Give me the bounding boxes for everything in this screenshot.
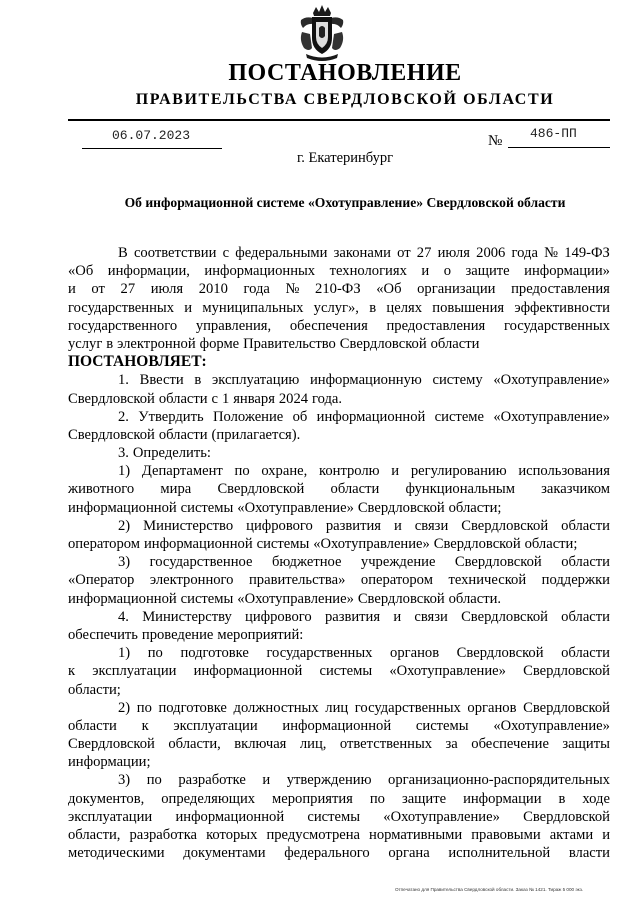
body-line: к эксплуатации информационной системы «Охотуправление» Свердловской [68,663,610,680]
body-line: эксплуатации информационной системы «Охотуправление» Свердловской [68,808,610,825]
body-line: Свердловской области с 1 января 2024 года. [68,390,343,407]
body-line: оператором информационной системы «Охотуправление» Свердловской области; [68,536,578,552]
document-number: 486-ПП [530,126,577,141]
body-line: государственных и муниципальных услуг», в целях повышения эффективности [68,299,610,316]
body-line: 2. Утвердить Положение об информационной системе «Охотуправление» [118,408,610,425]
body-line: Свердловской области, включая лиц, ответственных за обеспечение защиты [68,736,610,753]
body-line: 3. Определить: [118,445,211,462]
body-line: 1) по подготовке государственных органов Свердловской области [118,645,610,662]
document-body [68,244,610,862]
header-divider [68,119,610,121]
body-line: области, разработка которых предусмотрена нормативными правовыми актами и [68,827,610,843]
resolution-keyword: ПОСТАНОВЛЯЕТ: [68,353,207,371]
body-line: 4. Министерству цифрового развития и связи Свердловской области [118,608,610,625]
document-date: 06.07.2023 [112,128,191,143]
body-line: 3) государственное бюджетное учреждение Свердловской области [118,554,610,571]
coat-of-arms-icon [297,4,347,62]
place-of-issue: г. Екатеринбург [296,150,394,166]
body-line: области; [68,681,121,698]
body-line: 1. Ввести в эксплуатацию информационную систему «Охотуправление» [118,372,610,389]
body-line: В соответствии с федеральными законами от 27 июля 2006 года № 149-ФЗ [118,245,610,261]
document-type-title: ПОСТАНОВЛЕНИЕ [228,60,462,86]
document-subject: Об информационной системе «Охотуправление» Свердловской области [124,195,566,210]
body-line: 3) по разработке и утверждению организационно-распорядительных [118,772,610,789]
body-line: «Оператор электронного правительства» оператором технической поддержки [68,572,610,589]
body-line: государственного управления, обеспечения предоставления государственных [68,317,610,334]
body-line: документов, определяющих мероприятия по защите информации в ходе [68,790,610,807]
body-line: животного мира Свердловской области функциональным заказчиком [68,481,610,498]
body-line: информационной системы «Охотуправление» Свердловской области; [68,499,502,516]
body-line: Свердловской области (прилагается). [68,426,301,443]
body-line: информационной системы «Охотуправление» Свердловской области. [68,590,502,607]
number-underline [508,147,610,148]
body-line: услуг в электронной форме Правительство Свердловской области [68,335,480,352]
body-line: методическими документами федерального органа исполнительной власти [68,845,610,862]
body-line: обеспечить проведение мероприятий: [68,626,304,643]
body-line: информации; [68,754,151,771]
body-line: 2) Министерство цифрового развития и связи Свердловской области [118,517,610,534]
print-footnote: Отпечатано для Правительства Свердловской области. Заказ № 1421. Тираж 5 000 экз. [395,887,584,892]
body-line: 1) Департамент по охране, контролю и регулированию использования [118,463,610,480]
issuing-authority: ПРАВИТЕЛЬСТВА СВЕРДЛОВСКОЙ ОБЛАСТИ [135,91,555,108]
number-sign: № [488,133,503,149]
body-line: и от 27 июля 2010 года № 210-ФЗ «Об организации предоставления [68,281,610,298]
date-underline [82,148,222,149]
body-line: «Об информации, информационных технологиях и о защите информации» [68,263,610,280]
body-line: области к эксплуатации информационной системы «Охотуправление» [68,717,610,734]
body-line: 2) по подготовке должностных лиц государственных органов Свердловской [118,699,610,716]
